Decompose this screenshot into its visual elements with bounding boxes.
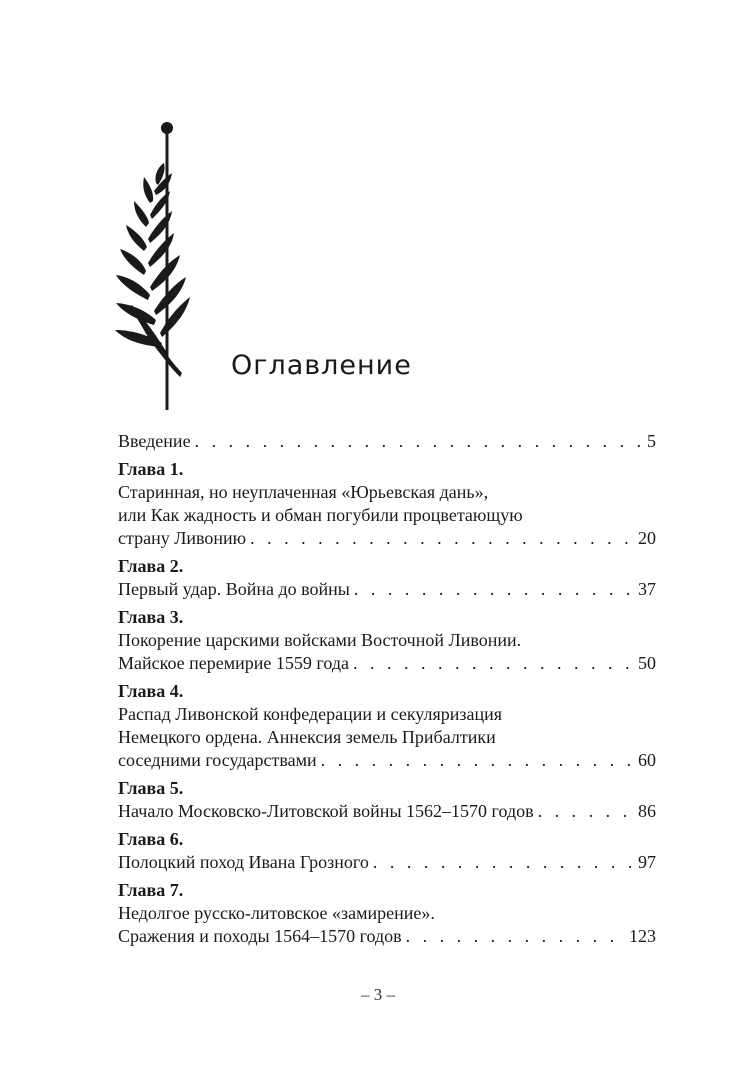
toc-line [118,851,656,874]
toc-entry [118,430,656,453]
chapter-title-line: Покорение царскими войсками Восточной Ливонии. [118,630,522,650]
page-ref: 37 [638,579,656,599]
dot-leader [195,430,643,453]
page-ref: 20 [638,528,656,548]
page-ref: 86 [638,801,656,821]
page-title: Оглавление [231,350,412,381]
chapter-label: Глава 4. [118,681,184,701]
toc-line [118,800,656,823]
toc-entry [118,879,656,948]
chapter-label: Глава 3. [118,607,184,627]
chapter-title-line: соседними государствами [118,750,317,770]
dot-leader [354,578,634,601]
fern-ornament [110,115,200,415]
chapter-label: Глава 2. [118,556,184,576]
toc-line [118,527,656,550]
page-ref: 97 [638,852,656,872]
chapter-label: Глава 5. [118,778,184,798]
toc-entry [118,555,656,601]
toc-entry [118,680,656,772]
toc-entry [118,606,656,675]
toc-line [118,925,656,948]
chapter-label: Глава 1. [118,459,184,479]
chapter-title-line: Введение [118,431,191,451]
toc-entry [118,458,656,550]
dot-leader [250,527,634,550]
chapter-title-line: Немецкого ордена. Аннексия земель Прибалтики [118,727,496,747]
dot-leader [538,800,634,823]
chapter-title-line: Первый удар. Война до войны [118,579,350,599]
dot-leader [373,851,634,874]
dot-leader [406,925,625,948]
table-of-contents [118,430,656,953]
chapter-title-line: Майское перемирие 1559 года [118,653,349,673]
page-number: – 3 – [361,985,395,1004]
chapter-title-line: Распад Ливонской конфедерации и секуляризация [118,704,503,724]
toc-line [118,749,656,772]
toc-entry [118,828,656,874]
page-ref: 123 [629,926,656,946]
page-ref: 50 [638,653,656,673]
toc-line [118,578,656,601]
chapter-title-line: Старинная, но неуплаченная «Юрьевская дань», [118,482,489,502]
chapter-title-line: Недолгое русско-литовское «замирение». [118,903,435,923]
toc-line [118,430,656,453]
chapter-label: Глава 6. [118,829,184,849]
page-ref: 5 [647,431,656,451]
toc-line [118,652,656,675]
page-ref: 60 [638,750,656,770]
chapter-title-line: Начало Московско-Литовской войны 1562–1570 годов [118,801,534,821]
dot-leader [321,749,634,772]
chapter-label: Глава 7. [118,880,184,900]
chapter-title-line: или Как жадность и обман погубили процветающую [118,505,523,525]
chapter-title-line: страну Ливонию [118,528,247,548]
toc-entry [118,777,656,823]
dot-leader [353,652,634,675]
chapter-title-line: Полоцкий поход Ивана Грозного [118,852,369,872]
chapter-title-line: Сражения и походы 1564–1570 годов [118,926,402,946]
